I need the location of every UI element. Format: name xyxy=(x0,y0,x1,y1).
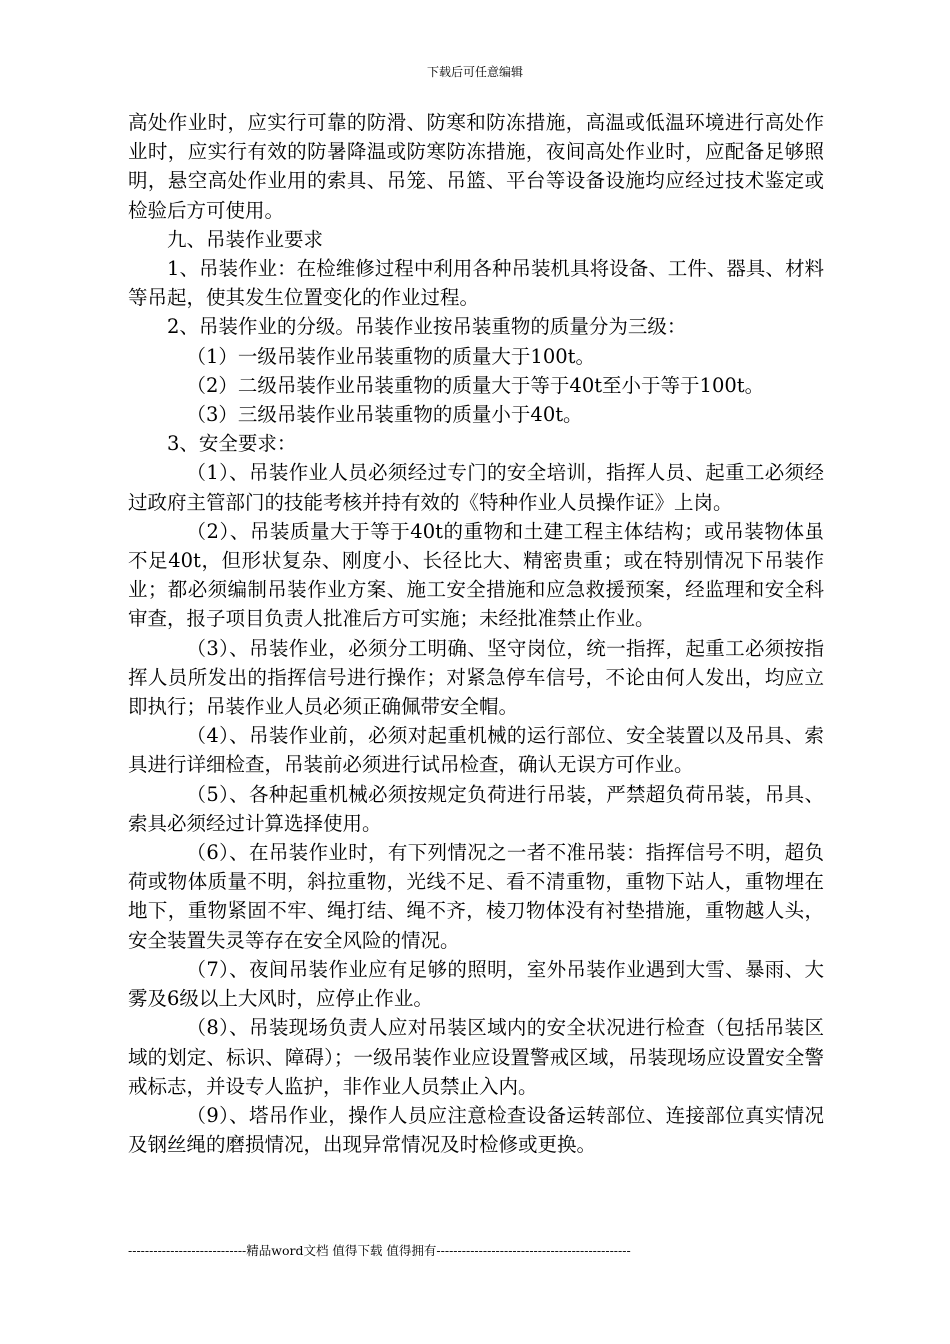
page-footer: ----------------------------精品word文档 值得下载 值得拥有---------------------------------------------- xyxy=(128,1243,631,1258)
paragraph: （3）、吊装作业，必须分工明确、坚守岗位，统一指挥，起重工必须按指挥人员所发出的指挥信号进行操作；对紧急停车信号，不论由何人发出，均应立即执行；吊装作业人员必须正确佩带安全帽。 xyxy=(128,636,824,719)
paragraph: （1）一级吊装作业吊装重物的质量大于100t。 xyxy=(186,344,595,368)
paragraph: （1）、吊装作业人员必须经过专门的安全培训，指挥人员、起重工必须经过政府主管部门的技能考核并持有效的《特种作业人员操作证》上岗。 xyxy=(128,461,824,514)
paragraph: （4）、吊装作业前，必须对起重机械的运行部位、安全装置以及吊具、索具进行详细检查，吊装前必须进行试吊检查，确认无误方可作业。 xyxy=(128,724,824,777)
paragraph: （2）、吊装质量大于等于40t的重物和土建工程主体结构；或吊装物体虽不足40t，但形状复杂、刚度小、长径比大、精密贵重；或在特别情况下吊装作业；都必须编制吊装作业方案、施工安全措施和应急救援预案，经监理和安全科审查，报子项目负责人批准后方可实施；未经批准禁止作业。 xyxy=(128,519,824,631)
paragraph: （9）、塔吊作业，操作人员应注意检查设备运转部位、连接部位真实情况及钢丝绳的磨损情况，出现异常情况及时检修或更换。 xyxy=(128,1103,824,1157)
paragraph: （5）、各种起重机械必须按规定负荷进行吊装，严禁超负荷吊装，吊具、索具必须经过计算选择使用。 xyxy=(128,782,824,835)
paragraph: （8）、吊装现场负责人应对吊装区域内的安全状况进行检查（包括吊装区域的划定、标识、障碍）；一级吊装作业应设置警戒区域，吊装现场应设置安全警戒标志，并设专人监护，非作业人员禁止入内。 xyxy=(128,1016,824,1098)
paragraph: 3、安全要求： xyxy=(167,432,297,456)
paragraph: （3）三级吊装作业吊装重物的质量小于40t。 xyxy=(186,403,583,427)
paragraph: （6）、在吊装作业时，有下列情况之一者不准吊装：指挥信号不明，超负荷或物体质量不明，斜拉重物，光线不足、看不清重物，重物下站人，重物埋在地下，重物紧固不牢、绳打结、绳不齐，棱刀物体没有衬垫措施，重物越人头，安全装置失灵等存在安全风险的情况。 xyxy=(128,841,824,952)
paragraph: 高处作业时，应实行可靠的防滑、防寒和防冻措施，高温或低温环境进行高处作业时，应实行有效的防暑降温或防寒防冻措施，夜间高处作业时，应配备足够照明，悬空高处作业用的索具、吊笼、吊篮、平台等设备设施均应经过技术鉴定或检验后方可使用。 xyxy=(128,111,824,222)
document-body xyxy=(128,108,824,1159)
paragraph: （7）、夜间吊装作业应有足够的照明，室外吊装作业遇到大雪、暴雨、大雾及6级以上大风时，应停止作业。 xyxy=(128,957,824,1011)
paragraph: 1、吊装作业：在检维修过程中利用各种吊装机具将设备、工件、器具、材料等吊起，使其发生位置变化的作业过程。 xyxy=(128,257,824,310)
paragraph: （2）二级吊装作业吊装重物的质量大于等于40t至小于等于100t。 xyxy=(186,373,765,397)
paragraph: 2、吊装作业的分级。吊装作业按吊装重物的质量分为三级： xyxy=(167,315,687,339)
paragraph: 九、吊装作业要求 xyxy=(167,227,324,251)
page-header: 下载后可任意编辑 xyxy=(426,65,523,79)
